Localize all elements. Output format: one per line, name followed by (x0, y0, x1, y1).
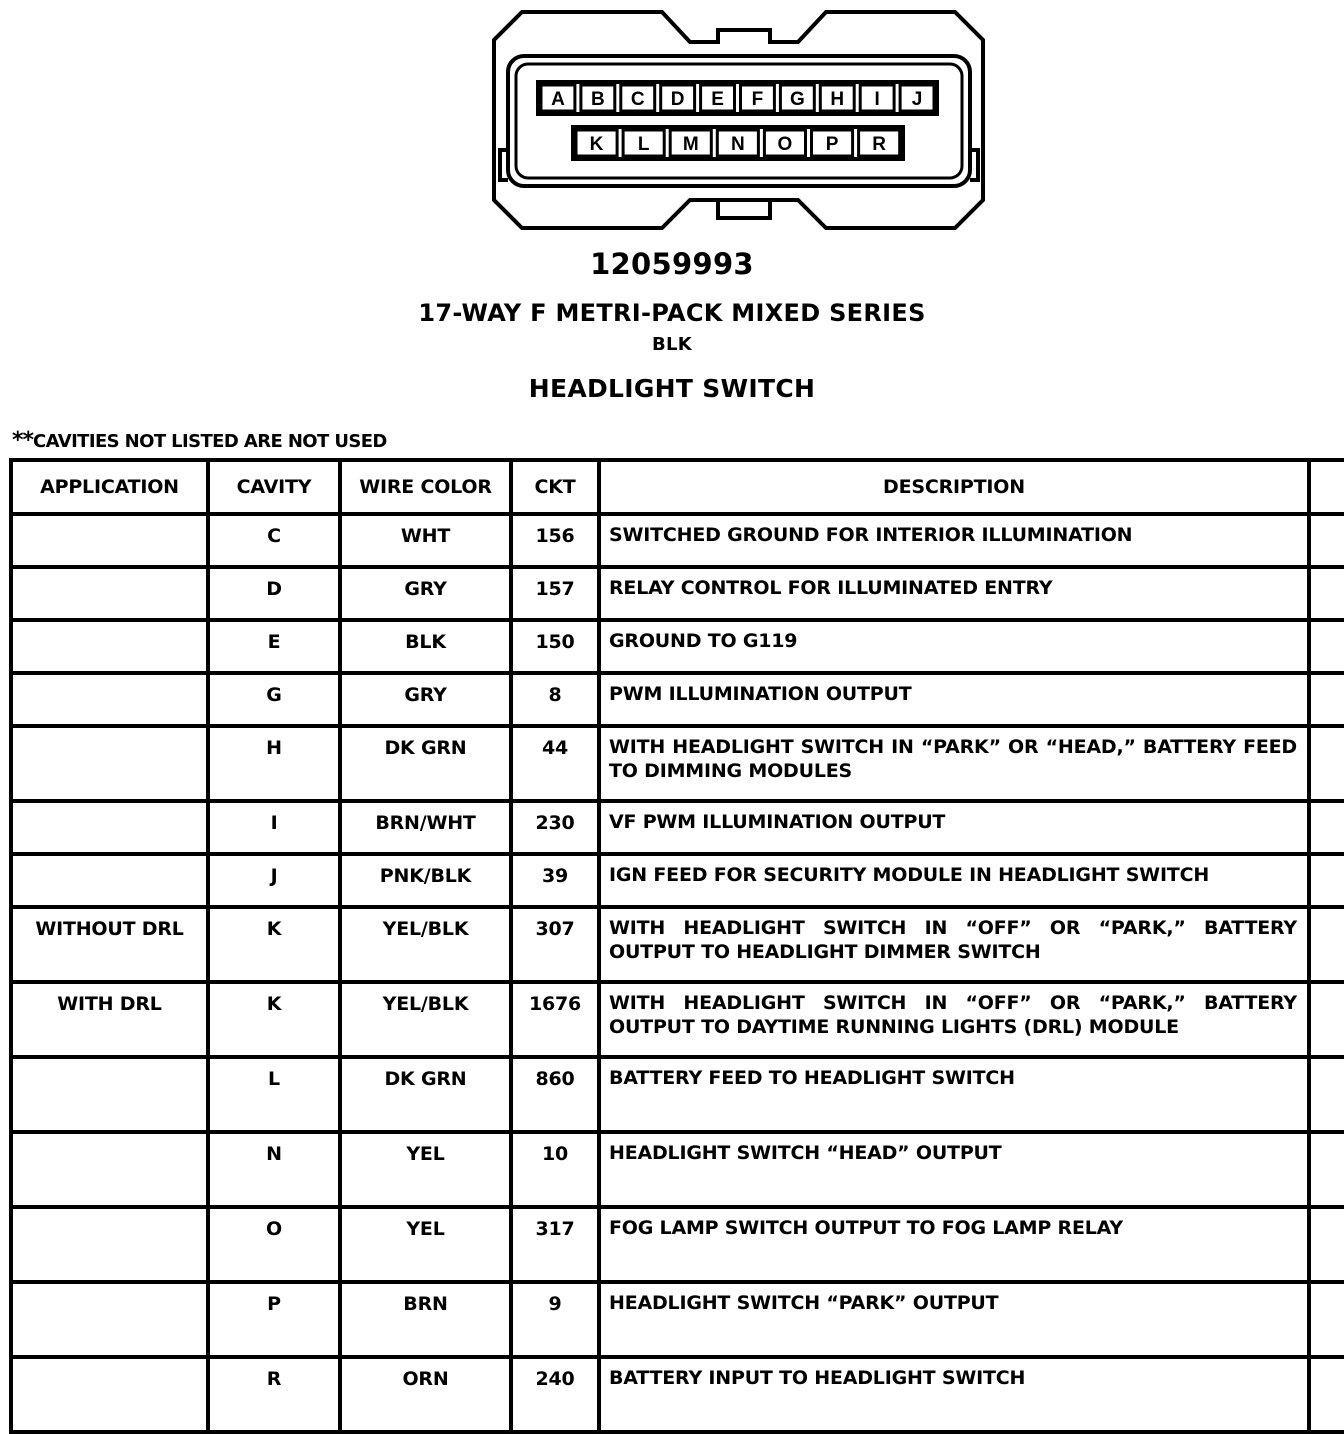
cavity-e-label: E (711, 89, 724, 110)
note-text: CAVITIES NOT LISTED ARE NOT USED (33, 431, 387, 452)
note-stars: ** (12, 428, 34, 453)
cavity-r-label: R (872, 134, 887, 155)
table-row (11, 1132, 1344, 1207)
cell-description: BATTERY INPUT TO HEADLIGHT SWITCH (599, 1357, 1309, 1432)
cell-application: WITH DRL (11, 982, 208, 1057)
cell-description: WITH HEADLIGHT SWITCH IN “PARK” OR “HEAD,” BATTERY FEED TO DIMMING MODULES (599, 726, 1309, 801)
table-row (11, 907, 1344, 982)
cell-application (11, 620, 208, 673)
cell-description: WITH HEADLIGHT SWITCH IN “OFF” OR “PARK,” BATTERY OUTPUT TO HEADLIGHT DIMMER SWITCH (599, 907, 1309, 982)
cell-ckt: 44 (511, 726, 599, 801)
cell-description: HEADLIGHT SWITCH “HEAD” OUTPUT (599, 1132, 1309, 1207)
cavity-f-label: F (751, 89, 764, 110)
cell-application: WITHOUT DRL (11, 907, 208, 982)
cavity-c-label: C (630, 89, 645, 110)
connector-housing-outline (494, 12, 983, 228)
header-application: APPLICATION (11, 460, 208, 514)
cell-application (11, 726, 208, 801)
cavity-d-label: D (670, 89, 685, 110)
header-extra-column (1309, 460, 1344, 514)
cell-description: IGN FEED FOR SECURITY MODULE IN HEADLIGHT SWITCH (599, 854, 1309, 907)
table-row (11, 673, 1344, 726)
cell-cavity: K (208, 907, 340, 982)
cell-cavity: D (208, 567, 340, 620)
cell-application (11, 673, 208, 726)
cell-application (11, 1207, 208, 1282)
cavity-m-label: M (682, 134, 699, 155)
connector-type: 17-WAY F METRI-PACK MIXED SERIES (418, 299, 926, 327)
table-row (11, 514, 1344, 567)
table-header-row (11, 460, 1344, 514)
cell-cavity: I (208, 801, 340, 854)
cell-ckt: 1676 (511, 982, 599, 1057)
table-row (11, 567, 1344, 620)
cell-ckt: 39 (511, 854, 599, 907)
cell-wire-color: BRN (340, 1282, 511, 1357)
cell-ckt: 8 (511, 673, 599, 726)
cell-cavity: L (208, 1057, 340, 1132)
cell-wire-color: PNK/BLK (340, 854, 511, 907)
cell-description: FOG LAMP SWITCH OUTPUT TO FOG LAMP RELAY (599, 1207, 1309, 1282)
cell-application (11, 567, 208, 620)
cell-extra (1309, 1207, 1344, 1282)
cavity-l-label: L (637, 134, 650, 155)
cell-wire-color: BRN/WHT (340, 801, 511, 854)
cavity-a-label: A (551, 89, 565, 110)
cavities-note (12, 428, 387, 453)
table-row (11, 620, 1344, 673)
cell-wire-color: YEL/BLK (340, 982, 511, 1057)
cavity-o-label: O (777, 134, 793, 155)
cell-ckt: 150 (511, 620, 599, 673)
header-cavity: CAVITY (208, 460, 340, 514)
cell-application (11, 854, 208, 907)
cavity-h-label: H (830, 89, 845, 110)
cell-application (11, 1282, 208, 1357)
cell-extra (1309, 1132, 1344, 1207)
header-description: DESCRIPTION (599, 460, 1309, 514)
cell-ckt: 9 (511, 1282, 599, 1357)
cell-cavity: N (208, 1132, 340, 1207)
cell-application (11, 1132, 208, 1207)
cell-wire-color: YEL (340, 1207, 511, 1282)
table-row (11, 1207, 1344, 1282)
cell-description: PWM ILLUMINATION OUTPUT (599, 673, 1309, 726)
cell-extra (1309, 726, 1344, 801)
cell-ckt: 240 (511, 1357, 599, 1432)
cell-cavity: E (208, 620, 340, 673)
cell-extra (1309, 620, 1344, 673)
cell-ckt: 230 (511, 801, 599, 854)
cell-wire-color: YEL/BLK (340, 907, 511, 982)
cell-description: WITH HEADLIGHT SWITCH IN “OFF” OR “PARK,” BATTERY OUTPUT TO DAYTIME RUNNING LIGHTS (DRL) MODULE (599, 982, 1309, 1057)
table-row (11, 1357, 1344, 1432)
cell-extra (1309, 514, 1344, 567)
cell-description: BATTERY FEED TO HEADLIGHT SWITCH (599, 1057, 1309, 1132)
cell-ckt: 10 (511, 1132, 599, 1207)
cell-extra (1309, 1357, 1344, 1432)
cell-wire-color: YEL (340, 1132, 511, 1207)
cavity-p-label: P (825, 134, 839, 155)
table-row (11, 854, 1344, 907)
cell-cavity: G (208, 673, 340, 726)
cell-wire-color: DK GRN (340, 726, 511, 801)
cell-description: SWITCHED GROUND FOR INTERIOR ILLUMINATION (599, 514, 1309, 567)
cell-ckt: 157 (511, 567, 599, 620)
cell-description: VF PWM ILLUMINATION OUTPUT (599, 801, 1309, 854)
cavity-k-label: K (589, 134, 604, 155)
cell-description: GROUND TO G119 (599, 620, 1309, 673)
cell-wire-color: GRY (340, 673, 511, 726)
cell-wire-color: DK GRN (340, 1057, 511, 1132)
cell-extra (1309, 854, 1344, 907)
cell-cavity: P (208, 1282, 340, 1357)
table-row (11, 1057, 1344, 1132)
cell-wire-color: BLK (340, 620, 511, 673)
header-ckt: CKT (511, 460, 599, 514)
cell-application (11, 1057, 208, 1132)
table-row (11, 982, 1344, 1057)
cell-application (11, 514, 208, 567)
cell-extra (1309, 982, 1344, 1057)
cell-wire-color: ORN (340, 1357, 511, 1432)
cell-wire-color: GRY (340, 567, 511, 620)
table-row (11, 801, 1344, 854)
cavity-i-label: I (874, 89, 880, 110)
cavity-b-label: B (590, 89, 605, 110)
cell-cavity: O (208, 1207, 340, 1282)
cell-ckt: 307 (511, 907, 599, 982)
connector-face-diagram (0, 0, 1344, 250)
cell-description: RELAY CONTROL FOR ILLUMINATED ENTRY (599, 567, 1309, 620)
cavity-g-label: G (789, 89, 805, 110)
cavity-table (9, 458, 1344, 1434)
cell-extra (1309, 1282, 1344, 1357)
cell-cavity: H (208, 726, 340, 801)
cell-extra (1309, 801, 1344, 854)
connector-bottom-tab (718, 200, 770, 218)
cell-description: HEADLIGHT SWITCH “PARK” OUTPUT (599, 1282, 1309, 1357)
cell-application (11, 801, 208, 854)
cell-cavity: C (208, 514, 340, 567)
part-number: 12059993 (590, 247, 754, 281)
cavity-n-label: N (730, 134, 745, 155)
connector-inner-outline (508, 56, 970, 186)
header-wire-color: WIRE COLOR (340, 460, 511, 514)
cell-extra (1309, 907, 1344, 982)
cell-extra (1309, 673, 1344, 726)
cell-extra (1309, 1057, 1344, 1132)
component-name: HEADLIGHT SWITCH (528, 374, 816, 403)
cell-ckt: 317 (511, 1207, 599, 1282)
table-row (11, 726, 1344, 801)
cell-wire-color: WHT (340, 514, 511, 567)
table-row (11, 1282, 1344, 1357)
connector-color: BLK (651, 334, 693, 355)
cavity-j-label: J (911, 89, 923, 110)
cell-extra (1309, 567, 1344, 620)
cell-cavity: K (208, 982, 340, 1057)
cell-ckt: 156 (511, 514, 599, 567)
cell-cavity: R (208, 1357, 340, 1432)
cell-ckt: 860 (511, 1057, 599, 1132)
cell-cavity: J (208, 854, 340, 907)
cell-application (11, 1357, 208, 1432)
